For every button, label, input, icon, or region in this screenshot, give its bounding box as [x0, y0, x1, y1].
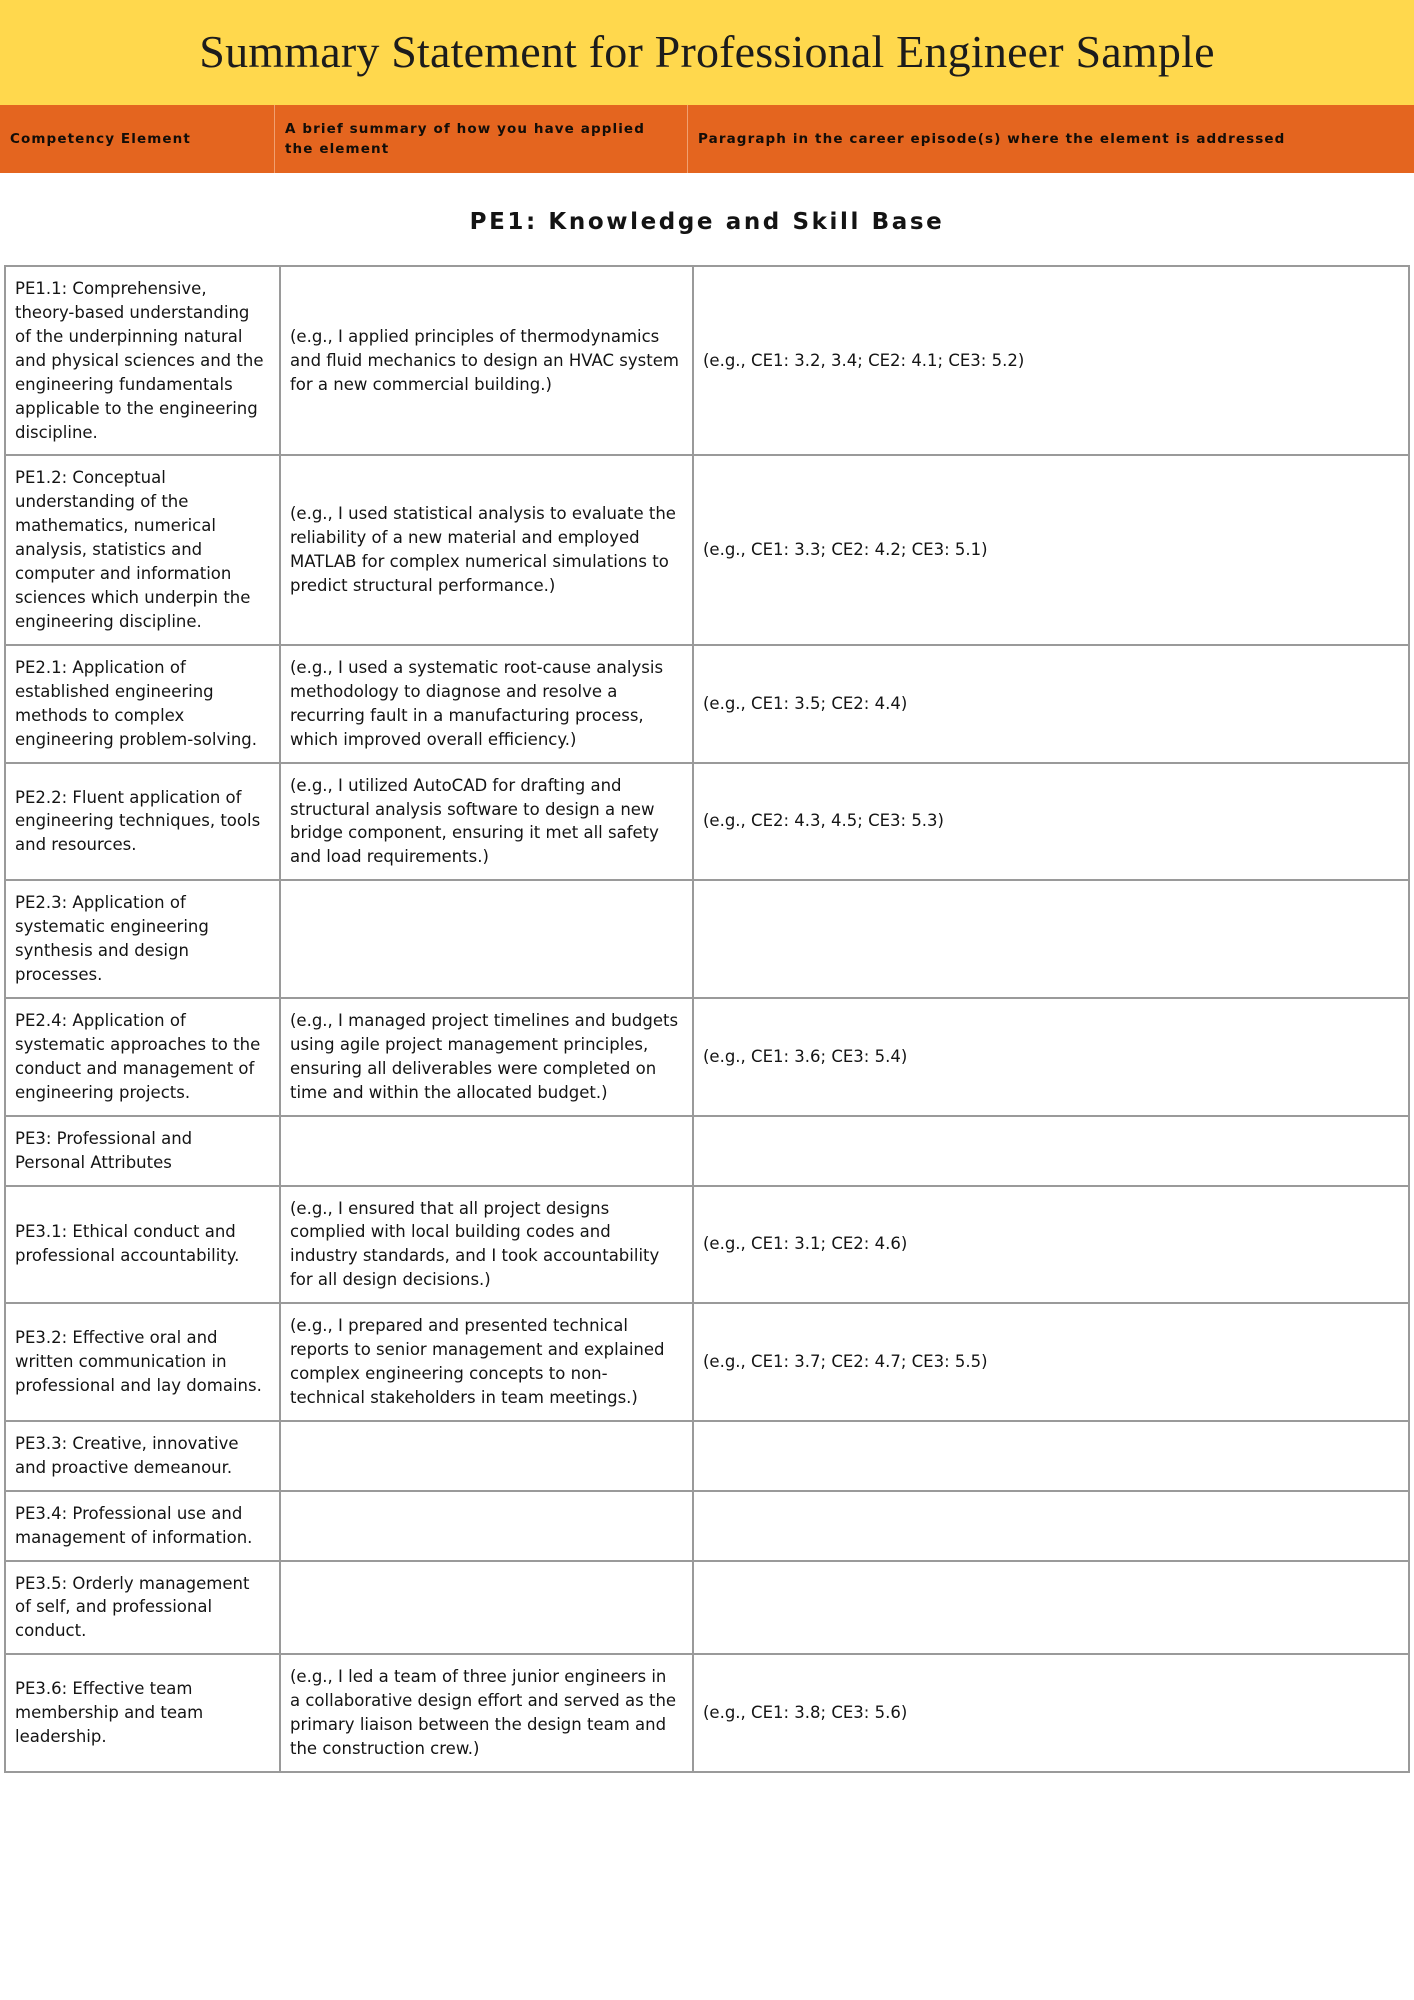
cell-paragraph-reference [693, 1421, 1409, 1491]
table-row [5, 1561, 1409, 1655]
cell-paragraph-reference: (e.g., CE2: 4.3, 4.5; CE3: 5.3) [693, 763, 1409, 881]
cell-paragraph-reference: (e.g., CE1: 3.1; CE2: 4.6) [693, 1186, 1409, 1304]
cell-competency-element: PE2.1: Application of established engineering methods to complex engineering problem-solving. [5, 645, 280, 763]
cell-applied-summary: (e.g., I ensured that all project designs complied with local building codes and industry standards, and I took accountability for all design decisions.) [280, 1186, 693, 1304]
competency-table-body [5, 266, 1409, 1772]
table-row [5, 998, 1409, 1116]
cell-applied-summary [280, 880, 693, 998]
table-row [5, 1491, 1409, 1561]
cell-paragraph-reference: (e.g., CE1: 3.3; CE2: 4.2; CE3: 5.1) [693, 455, 1409, 644]
cell-competency-element: PE3.2: Effective oral and written communication in professional and lay domains. [5, 1303, 280, 1421]
cell-competency-element: PE3: Professional and Personal Attributes [5, 1116, 280, 1186]
table-row [5, 455, 1409, 644]
table-row [5, 880, 1409, 998]
table-column-header-band [0, 105, 1414, 173]
table-row [5, 1303, 1409, 1421]
cell-applied-summary [280, 1421, 693, 1491]
cell-competency-element: PE1.2: Conceptual understanding of the mathematics, numerical analysis, statistics and computer and information sciences which underpin the engineering discipline. [5, 455, 280, 644]
cell-applied-summary: (e.g., I used statistical analysis to evaluate the reliability of a new material and employed MATLAB for complex numerical simulations to predict structural performance.) [280, 455, 693, 644]
cell-competency-element: PE3.5: Orderly management of self, and professional conduct. [5, 1561, 280, 1655]
page-title: Summary Statement for Professional Engineer Sample [199, 26, 1215, 78]
cell-applied-summary: (e.g., I managed project timelines and budgets using agile project management principles, ensuring all deliverables were completed on time and within the allocated budget.) [280, 998, 693, 1116]
cell-paragraph-reference [693, 880, 1409, 998]
cell-paragraph-reference [693, 1116, 1409, 1186]
cell-applied-summary [280, 1491, 693, 1561]
cell-paragraph-reference: (e.g., CE1: 3.6; CE3: 5.4) [693, 998, 1409, 1116]
cell-competency-element: PE2.2: Fluent application of engineering techniques, tools and resources. [5, 763, 280, 881]
section-heading-pe1: PE1: Knowledge and Skill Base [469, 209, 945, 235]
cell-competency-element: PE2.4: Application of systematic approaches to the conduct and management of engineering projects. [5, 998, 280, 1116]
cell-applied-summary: (e.g., I used a systematic root-cause analysis methodology to diagnose and resolve a recurring fault in a manufacturing process, which improved overall efficiency.) [280, 645, 693, 763]
table-row [5, 1186, 1409, 1304]
cell-paragraph-reference [693, 1561, 1409, 1655]
competency-table [4, 265, 1410, 1773]
table-row [5, 763, 1409, 881]
cell-competency-element: PE3.1: Ethical conduct and professional accountability. [5, 1186, 280, 1304]
cell-paragraph-reference [693, 1491, 1409, 1561]
column-header-paragraph-reference: Paragraph in the career episode(s) where the element is addressed [698, 130, 1286, 147]
cell-competency-element: PE1.1: Comprehensive, theory-based understanding of the underpinning natural and physical sciences and the engineering fundamentals applicable to the engineering discipline. [5, 266, 280, 455]
cell-paragraph-reference: (e.g., CE1: 3.7; CE2: 4.7; CE3: 5.5) [693, 1303, 1409, 1421]
table-row [5, 645, 1409, 763]
cell-paragraph-reference: (e.g., CE1: 3.5; CE2: 4.4) [693, 645, 1409, 763]
title-banner [0, 0, 1414, 105]
table-row [5, 1116, 1409, 1186]
cell-competency-element: PE2.3: Application of systematic engineering synthesis and design processes. [5, 880, 280, 998]
cell-paragraph-reference: (e.g., CE1: 3.2, 3.4; CE2: 4.1; CE3: 5.2) [693, 266, 1409, 455]
cell-paragraph-reference: (e.g., CE1: 3.8; CE3: 5.6) [693, 1654, 1409, 1772]
cell-applied-summary: (e.g., I applied principles of thermodynamics and fluid mechanics to design an HVAC system for a new commercial building.) [280, 266, 693, 455]
cell-competency-element: PE3.3: Creative, innovative and proactive demeanour. [5, 1421, 280, 1491]
column-header-competency-element: Competency Element [0, 105, 275, 173]
cell-applied-summary [280, 1116, 693, 1186]
cell-applied-summary: (e.g., I utilized AutoCAD for drafting and structural analysis software to design a new bridge component, ensuring it met all safety and load requirements.) [280, 763, 693, 881]
table-row [5, 1421, 1409, 1491]
cell-applied-summary [280, 1561, 693, 1655]
section-heading-row [0, 173, 1414, 265]
table-row [5, 1654, 1409, 1772]
cell-competency-element: PE3.4: Professional use and management of information. [5, 1491, 280, 1561]
cell-applied-summary: (e.g., I led a team of three junior engineers in a collaborative design effort and served as the primary liaison between the design team and the construction crew.) [280, 1654, 693, 1772]
cell-competency-element: PE3.6: Effective team membership and team leadership. [5, 1654, 280, 1772]
column-header-brief-summary: A brief summary of how you have applied the element [275, 105, 688, 173]
cell-applied-summary: (e.g., I prepared and presented technical reports to senior management and explained complex engineering concepts to non-technical stakeholders in team meetings.) [280, 1303, 693, 1421]
table-row [5, 266, 1409, 455]
